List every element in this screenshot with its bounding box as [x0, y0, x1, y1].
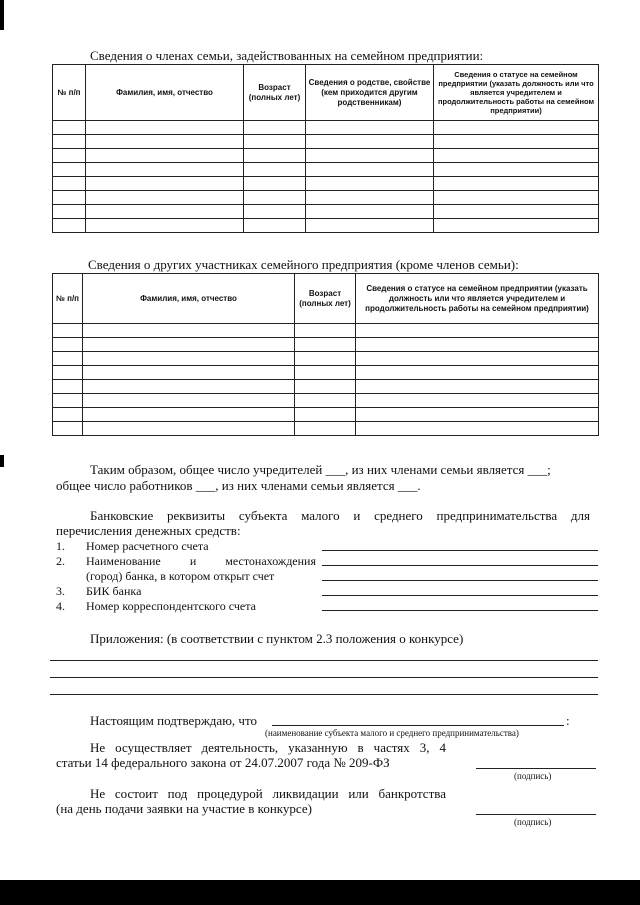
- bank-item-3-num: 3.: [56, 584, 65, 598]
- table-row: [53, 380, 599, 394]
- attachments-label: Приложения: (в соответствии с пунктом 2.3 положения о конкурсе): [90, 631, 464, 646]
- bik-field[interactable]: [322, 595, 598, 596]
- account-number-field[interactable]: [322, 550, 598, 551]
- statement-1-line-2: статьи 14 федерального закона от 24.07.2007 года № 209-ФЗ: [56, 755, 390, 770]
- signature-2-hint: (подпись): [514, 817, 552, 827]
- table1-header-status: Сведения о статусе на семейном предприятии (указать должность или что является учредителем и продолжительность работы на семейном предприятии): [434, 65, 599, 121]
- bank-item-3-label: БИК банка: [86, 584, 142, 598]
- table2-header-num: № п/п: [53, 274, 83, 324]
- bank-item-2-label-cont: (город) банка, в котором открыт счет: [86, 569, 275, 583]
- bank-item-2-num: 2.: [56, 554, 65, 568]
- bank-intro-line-2: перечисления денежных средств:: [56, 523, 241, 538]
- table-row: [53, 219, 599, 233]
- signature-field-2[interactable]: [476, 814, 596, 815]
- table1-header-name: Фамилия, имя, отчество: [86, 65, 244, 121]
- table-row: [53, 422, 599, 436]
- scan-bottom-border: [0, 880, 640, 905]
- table2-header-name: Фамилия, имя, отчество: [83, 274, 295, 324]
- table-row: [53, 121, 599, 135]
- signature-field-1[interactable]: [476, 768, 596, 769]
- table1-header-num: № п/п: [53, 65, 86, 121]
- family-members-table: [52, 64, 599, 233]
- statement-2-line-2: (на день подачи заявки на участие в конкурсе): [56, 801, 312, 816]
- table1-header-kinship: Сведения о родстве, свойстве (кем приходится другим родственникам): [306, 65, 434, 121]
- table-row: [53, 135, 599, 149]
- attachments-line-2[interactable]: [50, 677, 598, 678]
- bank-item-1-label: Номер расчетного счета: [86, 539, 209, 553]
- statement-2-line-1: Не состоит под процедурой ликвидации или банкротства: [90, 786, 446, 801]
- bank-item-1-num: 1.: [56, 539, 65, 553]
- company-name-hint: (наименование субъекта малого и среднего предпринимательства): [265, 728, 519, 738]
- bank-intro-line-1: Банковские реквизиты субъекта малого и среднего предпринимательства для: [90, 508, 590, 523]
- attachments-line-1[interactable]: [50, 660, 598, 661]
- confirm-lead: Настоящим подтверждаю, что: [90, 713, 257, 728]
- table-row: [53, 408, 599, 422]
- table1-header-age: Возраст (полных лет): [244, 65, 306, 121]
- statement-1-line-1: Не осуществляет деятельность, указанную в частях 3, 4: [90, 740, 446, 755]
- summary-line-1: Таким образом, общее число учредителей ___, из них членами семьи является ___;: [90, 462, 551, 477]
- table-row: [53, 177, 599, 191]
- bank-item-4-num: 4.: [56, 599, 65, 613]
- table2-caption: Сведения о других участниках семейного предприятия (кроме членов семьи):: [88, 257, 519, 272]
- table-row: [53, 366, 599, 380]
- other-participants-table: [52, 273, 599, 436]
- company-name-field[interactable]: [272, 725, 564, 726]
- attachments-line-3[interactable]: [50, 694, 598, 695]
- table-row: [53, 394, 599, 408]
- summary-line-2: общее число работников ___, из них членами семьи является ___.: [56, 478, 421, 493]
- table-row: [53, 338, 599, 352]
- bank-city-field[interactable]: [322, 580, 598, 581]
- bank-item-4-label: Номер корреспондентского счета: [86, 599, 256, 613]
- table-row: [53, 352, 599, 366]
- table2-header-age: Возраст (полных лет): [295, 274, 356, 324]
- bank-item-2-label: Наименование и местонахождения: [86, 554, 316, 568]
- table-row: [53, 324, 599, 338]
- table1-caption: Сведения о членах семьи, задействованных на семейном предприятии:: [90, 48, 484, 63]
- scan-edge-mark: [0, 455, 4, 467]
- table-row: [53, 149, 599, 163]
- table-row: [53, 191, 599, 205]
- corr-account-field[interactable]: [322, 610, 598, 611]
- table-row: [53, 205, 599, 219]
- scan-edge-mark: [0, 0, 4, 30]
- signature-1-hint: (подпись): [514, 771, 552, 781]
- bank-name-field[interactable]: [322, 565, 598, 566]
- table-row: [53, 163, 599, 177]
- confirm-colon: :: [566, 713, 570, 728]
- table2-header-status: Сведения о статусе на семейном предприятии (указать должность или что является учредителем и продолжительность работы на семейном предприятии): [356, 274, 599, 324]
